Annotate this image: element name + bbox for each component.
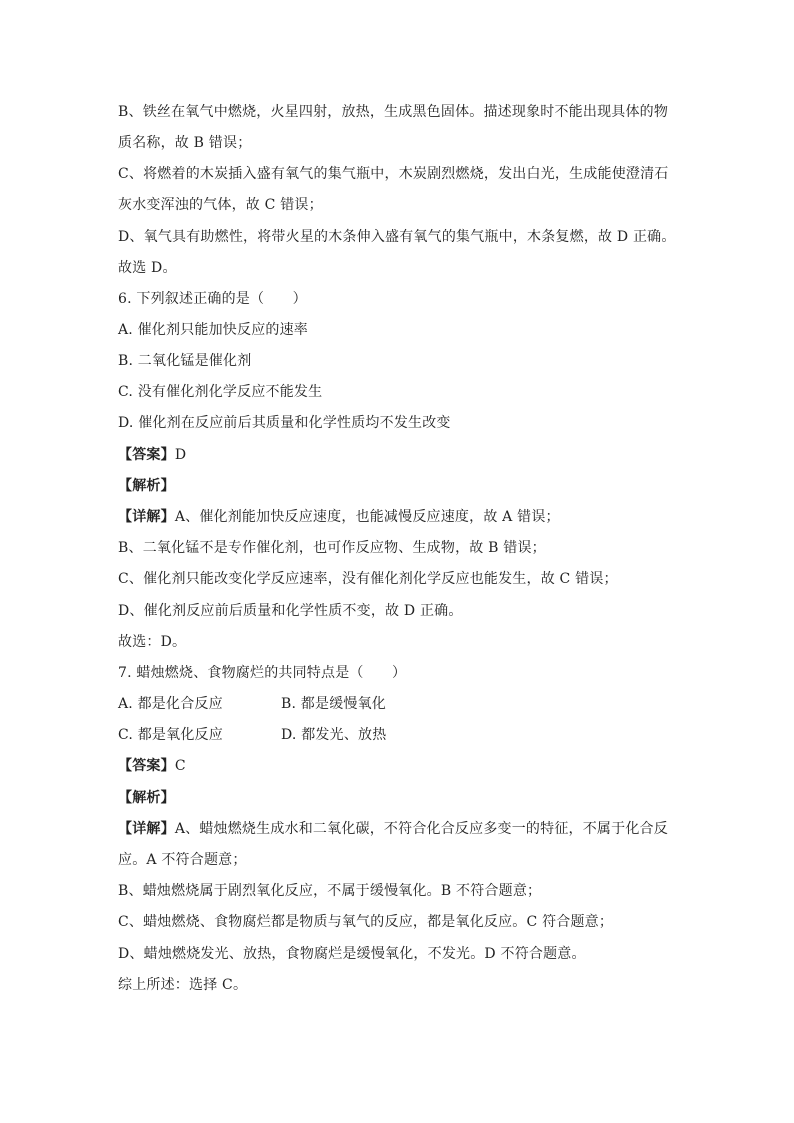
q6-option-b: B. 二氧化锰是催化剂 [118, 353, 252, 369]
q7-options-row2 [118, 726, 518, 744]
q7-option-b: B. 都是缓慢氧化 [281, 696, 386, 712]
q5-analysis-b-line1: B、铁丝在氧气中燃烧，火星四射，放热，生成黑色固体。描述现象时不能出现具体的物 [118, 104, 669, 120]
q7-detail-b: B、蜡烛燃烧属于剧烈氧化反应，不属于缓慢氧化。B 不符合题意； [118, 883, 542, 899]
q7-detail-a1-text: A、蜡烛燃烧生成水和二氧化碳，不符合化合反应多变一的特征，不属于化合反 [174, 821, 668, 837]
q5-analysis-c-line1: C、将燃着的木炭插入盛有氧气的集气瓶中，木炭剧烈燃烧，发出白光，生成能使澄清石 [118, 166, 669, 182]
q5-analysis-b-line2: 质名称，故 B 错误； [118, 135, 252, 151]
q6-conclusion: 故选：D。 [118, 634, 187, 650]
q6-detail-a-text: A、催化剂能加快反应速度，也能减慢反应速度，故 A 错误； [174, 509, 560, 525]
q5-conclusion: 故选 D。 [118, 260, 177, 276]
q6-answer [118, 446, 186, 464]
q6-answer-value: D [174, 447, 187, 463]
q7-detail-d: D、蜡烛燃烧发光、放热，食物腐烂是缓慢氧化，不发光。D 不符合题意。 [118, 946, 586, 962]
q7-detail-label: 【详解】 [118, 821, 175, 837]
q7-answer-value: C [174, 758, 186, 774]
q7-detail-a-line1 [118, 820, 668, 838]
q7-analysis-label: 【解析】 [118, 790, 175, 806]
q7-detail-c: C、蜡烛燃烧、食物腐烂都是物质与氧气的反应，都是氧化反应。C 符合题意； [118, 914, 614, 930]
q7-answer [118, 757, 186, 775]
q7-options-row1 [118, 695, 518, 713]
q7-option-c: C. 都是氧化反应 [118, 727, 223, 743]
q5-analysis-c-line2: 灰水变浑浊的气体，故 C 错误； [118, 197, 323, 213]
q7-answer-label: 【答案】 [118, 758, 175, 774]
q5-analysis-d-line: D、氧气具有助燃性，将带火星的木条伸入盛有氧气的集气瓶中，木条复燃，故 D 正确。 [118, 229, 676, 245]
q6-detail-label: 【详解】 [118, 509, 175, 525]
q7-option-d: D. 都发光、放热 [281, 727, 387, 743]
q6-detail-b: B、二氧化锰不是专作催化剂，也可作反应物、生成物，故 B 错误； [118, 540, 546, 556]
q7-stem: 7. 蜡烛燃烧、食物腐烂的共同特点是（ ） [118, 665, 407, 681]
q6-detail-c: C、催化剂只能改变化学反应速率，没有催化剂化学反应也能发生，故 C 错误； [118, 571, 618, 587]
q7-conclusion: 综上所述：选择 C。 [118, 977, 248, 993]
q6-analysis-label: 【解析】 [118, 478, 175, 494]
q6-detail-d: D、催化剂反应前后质量和化学性质不变，故 D 正确。 [118, 603, 463, 619]
q6-detail-a [118, 508, 560, 526]
q6-answer-label: 【答案】 [118, 447, 175, 463]
q6-stem: 6. 下列叙述正确的是（ ） [118, 291, 307, 307]
q7-option-a: A. 都是化合反应 [118, 696, 223, 712]
q7-detail-a-line2: 应。A 不符合题意； [118, 852, 247, 868]
q6-option-d: D. 催化剂在反应前后其质量和化学性质均不发生改变 [118, 415, 451, 431]
q6-option-a: A. 催化剂只能加快反应的速率 [118, 322, 309, 338]
q6-option-c: C. 没有催化剂化学反应不能发生 [118, 384, 323, 400]
